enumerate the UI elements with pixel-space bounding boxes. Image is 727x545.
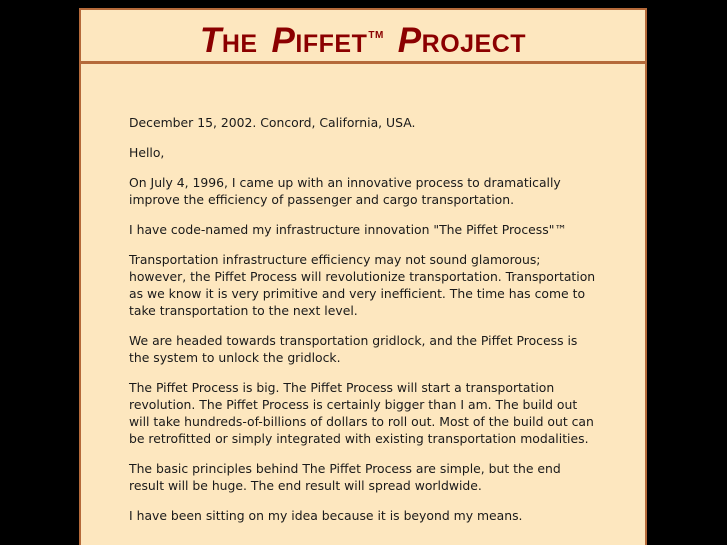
letter-paragraph: The basic principles behind The Piffet Process are simple, but the end result will be huge. The end result will spread worldwide. (129, 461, 561, 493)
title-word3-rest: ROJECT (421, 30, 527, 58)
title-word1-rest: HE (221, 30, 258, 58)
letter-greeting: Hello, (129, 145, 165, 160)
letter-paragraph: Transportation infrastructure efficiency may not sound glamorous; however, the Piffet Process will revolutionize transportation. Transportation as we know it is very primitive and very inefficient. The time has come to take transportation to the next level. (129, 252, 596, 318)
letter-paragraph: The Piffet Process is big. The Piffet Process will start a transportation revolution. The Piffet Process is certainly bigger than I am. The build out will take hundreds-of-billions of dollars to roll out. Most of the build out can be retrofitted or simply integrated with existing transportation modalities. (129, 380, 594, 446)
header-frame (79, 8, 647, 63)
letter-paragraph: I have code-named my infrastructure innovation "The Piffet Process"™ (129, 222, 567, 237)
title-word2-initial: P (271, 21, 296, 60)
letter-paragraph: We are headed towards transportation gridlock, and the Piffet Process is the system to unlock the gridlock. (129, 333, 578, 365)
letter-paragraph: I have been sitting on my idea because it is beyond my means. (129, 508, 523, 523)
letter-body (129, 114, 599, 537)
content-frame (79, 62, 647, 545)
letter-dateline: December 15, 2002. Concord, California, USA. (129, 115, 416, 130)
title-word1-initial: T (199, 21, 222, 60)
title-word2-rest: IFFET (295, 30, 368, 58)
page-title (81, 18, 645, 62)
letter-paragraph: On July 4, 1996, I came up with an innovative process to dramatically improve the efficiency of passenger and cargo transportation. (129, 175, 561, 207)
title-word3-initial: P (397, 21, 422, 60)
trademark-mark: TM (368, 30, 384, 41)
